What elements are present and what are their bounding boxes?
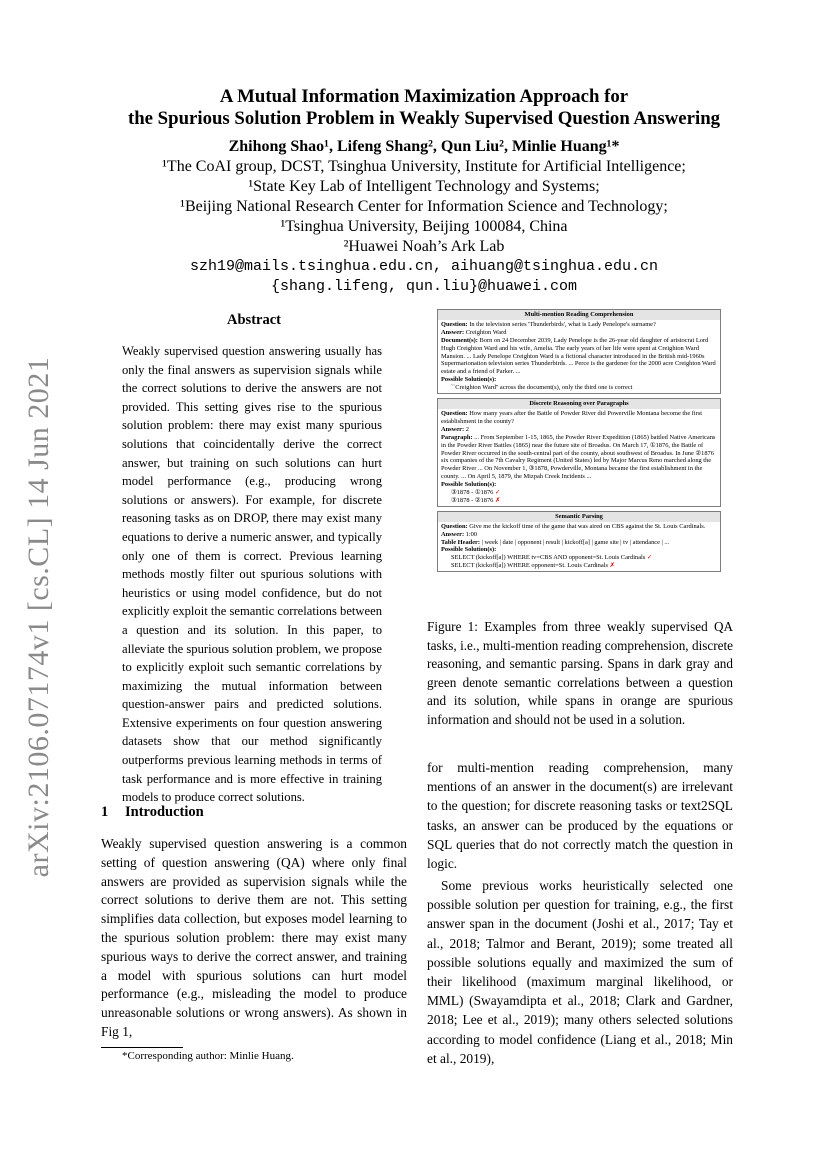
panel-solutions-label: Possible Solution(s): xyxy=(441,376,497,384)
panel-answer: Answer: 2 xyxy=(441,425,469,433)
section-heading-introduction xyxy=(101,804,204,821)
intro-paragraph: Weakly supervised question answering is a common setting of question answering (QA) where only final answers are provided as supervision signals while the correct solutions to derive them are not. This setting simplifies data collection, but exposes model learning to the spurious solution problem: there may exist many spurious ways to derive the correct answer, and training a model with spurious solutions can hurt model performance (e.g., misleading the model to produce unreasonable solutions or wrong answers). As shown in Fig 1, xyxy=(101,836,407,1039)
figure-caption: Figure 1: Examples from three weakly supervised QA tasks, i.e., multi-mention reading comprehension, discrete reasoning, and semantic parsing. Spans in dark gray and green denote semantic correlations between a question and its solution, while spans in orange are spurious information and should not be used in a solution. xyxy=(427,619,733,727)
author-block xyxy=(90,137,758,297)
panel-paragraph: Paragraph: ... From September 1-15, 1865, the Powder River Expedition (1865) battled Native Americans in the Powder River Battles (1865) near the future site of Broadus. On March 17, ①1876, the Battle of Powder River occurred in the south-central part of the county, about southwest of Broadus. In June ②1876 six companies of the 7th Cavalry Regiment (United States) led by Major Marcus Reno marched along the Powder River ... On November 1, ③1878, Powderville, Montana became the first establishment in the county. ... On April 5, 1879, the Mizpah Creek Incidents ... xyxy=(441,433,716,481)
panel-title: Semantic Parsing xyxy=(438,512,720,522)
panel-question: Question: In the television series 'Thunderbirds', what is Lady Penelope's surname? xyxy=(441,320,656,328)
panel-document: Document(s): Born on 24 December 2039, Lady Penelope is the 26-year old daughter of aristocrat Lord Hugh Creighton Ward and his wife, Amelia. The early years of her life were spent at Creighton Ward Mansion. ... Lady Penelope Creighton Ward is a fictional character introduced in the British mid-1960s Supermarionation television series Thunderbirds. ... Perce is the gardener for the 2000 acre Creighton Ward estate and a friend of Parker. ... xyxy=(441,336,716,376)
panel-discrete-reasoning xyxy=(437,398,721,507)
panel-solution: ③1878 - ①1876 ✓ xyxy=(451,489,501,497)
panel-question: Question: How many years after the Battle of Powder River did Powerville Montana become the first establishment in the county? xyxy=(441,409,703,425)
panel-answer: Answer: Creighton Ward xyxy=(441,328,507,336)
panel-title: Discrete Reasoning over Paragraphs xyxy=(438,399,720,409)
panel-semantic-parsing xyxy=(437,511,721,572)
abstract-heading: Abstract xyxy=(227,312,281,328)
panel-solutions-label: Possible Solution(s): xyxy=(441,546,497,554)
cross-icon: ✗ xyxy=(609,562,615,570)
panel-solution: SELECT (kickoff[a]) WHERE tv=CBS AND opponent=St. Louis Cardinals ✓ xyxy=(451,554,653,562)
cross-icon: ✗ xyxy=(494,496,501,504)
panel-reading-comprehension xyxy=(437,309,721,394)
affiliation-1: ¹The CoAI group, DCST, Tsinghua University, Institute for Artificial Intelligence; xyxy=(162,158,686,175)
abstract-text: Weakly supervised question answering usually has only the final answers as supervision signals while the correct solutions to derive the answers are not provided. This setting gives rise to the spurious solution problem: there may exist many spurious solutions that coincidentally derive the correct answer, but training on such solutions can hurt model performance (e.g., producing wrong solutions or answers). For example, for discrete reasoning tasks as on DROP, there may exist many equations to derive a numeric answer, and typically only one of them is correct. Previous learning methods mostly filter out spurious solutions with heuristics or using model confidence, but do not explicitly exploit the semantic correlations between a question and its solution. In this paper, to alleviate the spurious solution problem, we propose to explicitly exploit such semantic correlations by maximizing the mutual information between question-answer pairs and predicted solutions. Extensive experiments on four question answering datasets show that our method significantly outperforms previous learning methods in terms of task performance and is more effective in training models to produce correct solutions. xyxy=(122,344,382,805)
section-title: Introduction xyxy=(125,804,204,820)
panel-table-header: Table Header: | week | date | opponent | result | kickoff[a] | game site | tv | attendance | ... xyxy=(441,538,670,546)
panel-solution: ``Creighton Ward'' across the document(s), only the third one is correct xyxy=(451,384,633,392)
title-line-1: A Mutual Information Maximization Approach for xyxy=(219,86,629,107)
arxiv-stamp: arXiv:2106.07174v1 [cs.CL] 14 Jun 2021 xyxy=(22,356,55,878)
paper-title xyxy=(90,86,758,130)
check-icon: ✓ xyxy=(646,554,653,562)
panel-solution: SELECT (kickoff[a]) WHERE opponent=St. Louis Cardinals ✗ xyxy=(451,562,615,570)
footnote: *Corresponding author: Minlie Huang. xyxy=(122,1050,294,1062)
check-icon: ✓ xyxy=(494,489,501,497)
panel-solution: ③1878 - ②1876 ✗ xyxy=(451,496,501,504)
affiliation-2: ¹State Key Lab of Intelligent Technology and Systems; xyxy=(248,178,600,195)
affiliation-5: ²Huawei Noah’s Ark Lab xyxy=(343,238,505,255)
panel-title: Multi-mention Reading Comprehension xyxy=(438,310,720,320)
panel-answer: Answer: 1:00 xyxy=(441,530,478,538)
right-paragraph-2: Some previous works heuristically selected one possible solution per question for training, e.g., the first answer span in the document (Joshi et al., 2017; Tay et al., 2018; Talmor and Berant, 2019); some treated all possible solutions equally and maximized the sum of their likelihood (maximum marginal likelihood, or MML) (Swayamdipta et al., 2018; Clark and Gardner, 2018; Lee et al., 2019); many others selected solutions according to model confidence (Liang et al., 2018; Min et al., 2019), xyxy=(427,878,733,1066)
section-number: 1 xyxy=(101,804,109,820)
figure-1 xyxy=(437,309,721,606)
panel-question: Question: Give me the kickoff time of the game that was aired on CBS against the St. Louis Cardinals. xyxy=(441,522,706,530)
footnote-rule xyxy=(101,1047,183,1048)
email-line-2: {shang.lifeng, qun.liu}@huawei.com xyxy=(270,278,578,295)
email-line-1: szh19@mails.tsinghua.edu.cn, aihuang@tsinghua.edu.cn xyxy=(189,258,659,275)
affiliation-3: ¹Beijing National Research Center for Information Science and Technology; xyxy=(180,198,668,215)
affiliation-4: ¹Tsinghua University, Beijing 100084, China xyxy=(280,218,568,235)
panel-solutions-label: Possible Solution(s): xyxy=(441,481,497,489)
title-line-2: the Spurious Solution Problem in Weakly Supervised Question Answering xyxy=(127,108,721,129)
author-names: Zhihong Shao¹, Lifeng Shang², Qun Liu², Minlie Huang¹* xyxy=(228,138,620,155)
right-paragraph-1: for multi-mention reading comprehension, many mentions of an answer in the document(s) are irrelevant to the question; for discrete reasoning tasks or text2SQL tasks, an answer can be produced by the equations or SQL queries that do not correctly match the question in logic. xyxy=(427,760,733,872)
